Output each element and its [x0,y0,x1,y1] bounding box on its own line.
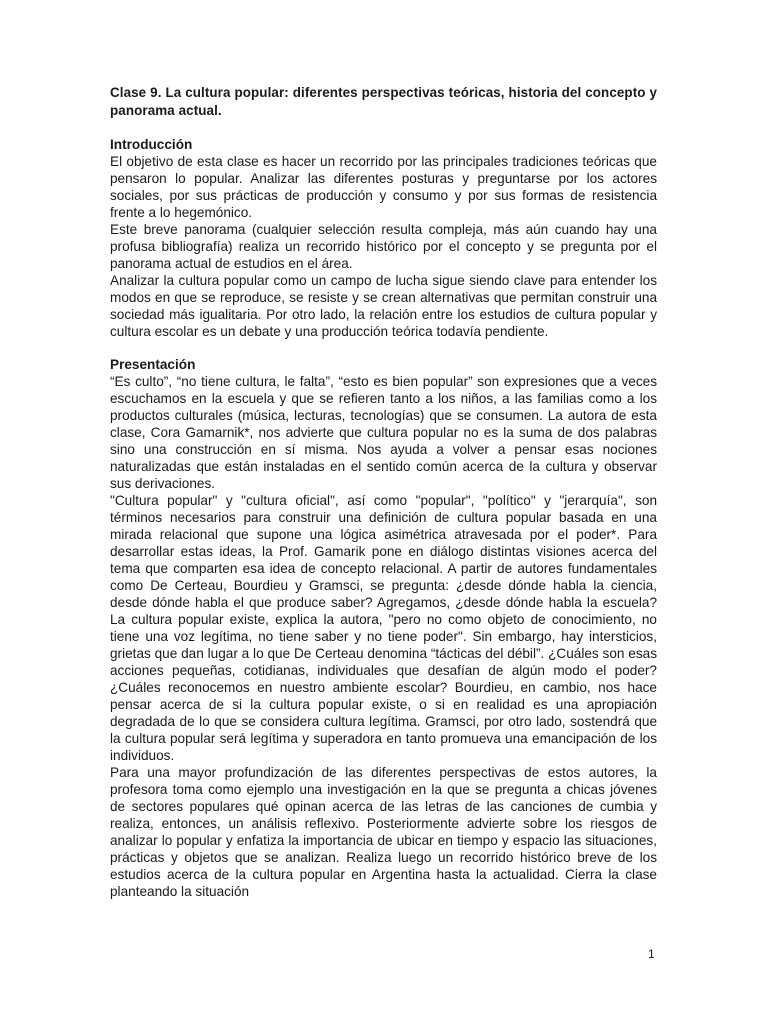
paragraph: "Cultura popular" y "cultura oficial", así como "popular", "político" y "jerarquía", son términos necesarios para construir una definición de cultura popular basada en una mirada relacional que supone una lógica asimétrica atravesada por el poder*. Para desarrollar estas ideas, la Prof. Gamarik pone en diálogo distintas visiones acerca del tema que comparten esa idea de concepto relacional. A partir de autores fundamentales como De Certeau, Bourdieu y Gramsci, se pregunta: ¿desde dónde habla la ciencia, desde dónde habla el que produce saber? Agregamos, ¿desde dónde habla la escuela? La cultura popular existe, explica la autora, "pero no como objeto de conocimiento, no tiene una voz legítima, no tiene saber y no tiene poder". Sin embargo, hay intersticios, grietas que dan lugar a lo que De Certeau denomina “tácticas del débil”. ¿Cuáles son esas acciones pequeñas, cotidianas, individuales que desafían de algún modo el poder? ¿Cuáles reconocemos en nuestro ambiente escolar? Bourdieu, en cambio, nos hace pensar acerca de si la cultura popular existe, o si en realidad es una apropiación degradada de lo que se considera cultura legítima. Gramsci, por otro lado, sostendrá que la cultura popular será legítima y superadora en tanto promueva una emancipación de los individuos. [110,493,657,763]
paragraph: Para una mayor profundización de las diferentes perspectivas de estos autores, la profesora toma como ejemplo una investigación en la que se pregunta a chicas jóvenes de sectores populares qué opinan acerca de las letras de las canciones de cumbia y realiza, entonces, un análisis reflexivo. Posteriormente advierte sobre los riesgos de analizar lo popular y enfatiza la importancia de ubicar en tiempo y espacio las situaciones, prácticas y objetos que se analizan. Realiza luego un recorrido histórico breve de los estudios acerca de la cultura popular en Argentina hasta la actualidad. Cierra la clase planteando la situación [110,765,657,899]
document-title: Clase 9. La cultura popular: diferentes perspectivas teóricas, historia del concepto y panorama actual. [110,85,657,118]
section-presentacion [110,356,657,900]
section-introduccion [110,136,657,340]
section-heading-introduccion: Introducción [110,137,193,152]
section-heading-presentacion: Presentación [110,357,196,372]
paragraph: Este breve panorama (cualquier selección resulta compleja, más aún cuando hay una profusa bibliografía) realiza un recorrido histórico por el concepto y se pregunta por el panorama actual de estudios en el área. [110,222,657,271]
paragraph: Analizar la cultura popular como un campo de lucha sigue siendo clave para entender los modos en que se reproduce, se resiste y se crean alternativas que permitan construir una sociedad más igualitaria. Por otro lado, la relación entre los estudios de cultura popular y cultura escolar es un debate y una producción teórica todavía pendiente. [110,273,657,339]
section-spacer [110,340,657,356]
paragraph: El objetivo de esta clase es hacer un recorrido por las principales tradiciones teóricas que pensaron lo popular. Analizar las diferentes posturas y preguntarse por los actores sociales, por sus prácticas de producción y consumo y por sus formas de resistencia frente a lo hegemónico. [110,154,657,220]
page-number: 1 [648,947,655,961]
page-content [110,84,657,900]
paragraph: “Es culto”, “no tiene cultura, le falta”, “esto es bien popular” son expresiones que a veces escuchamos en la escuela y que se refieren tanto a los niños, a las familias como a los productos culturales (música, lecturas, tecnologías) que se consumen. La autora de esta clase, Cora Gamarnik*, nos advierte que cultura popular no es la suma de dos palabras sino una construcción en sí misma. Nos ayuda a volver a pensar esas nociones naturalizadas que están instaladas en el sentido común acerca de la cultura y observar sus derivaciones. [110,374,657,491]
